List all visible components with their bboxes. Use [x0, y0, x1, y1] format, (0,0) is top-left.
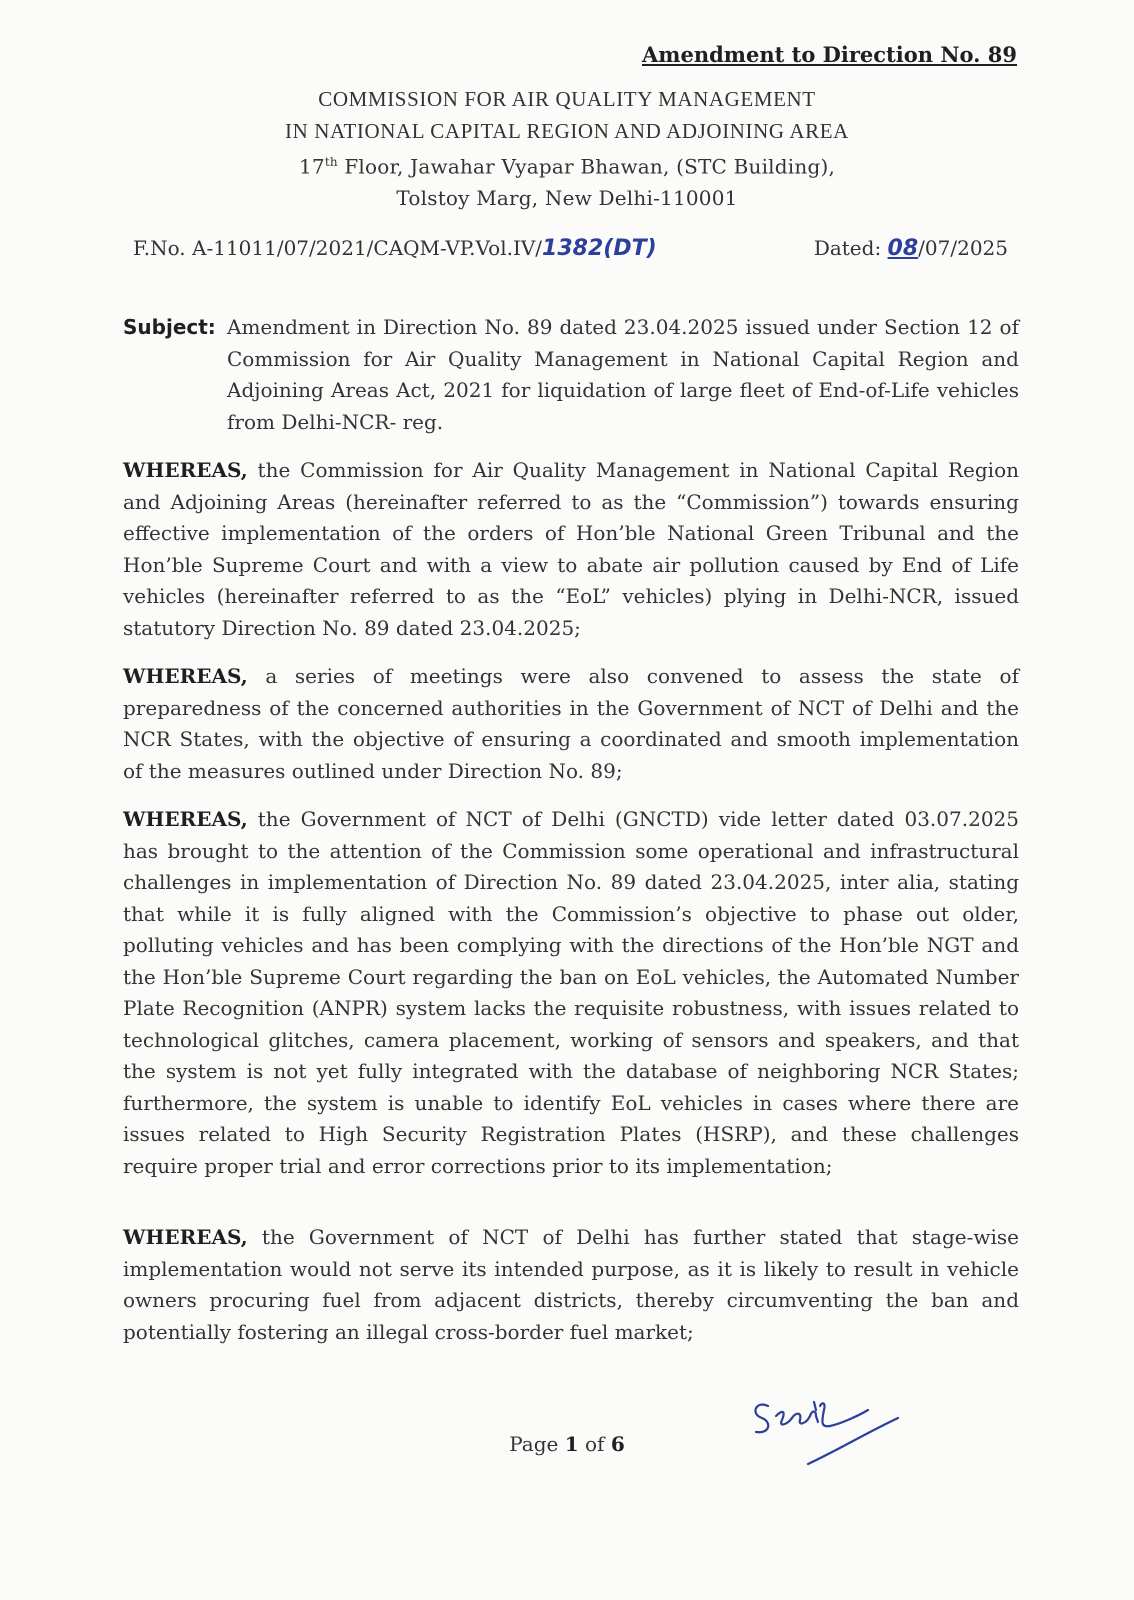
paragraph-text: the Government of NCT of Delhi (GNCTD) vide letter dated 03.07.2025 has brought to the attention of the Commission some operational and infrastructural challenges in implementation of Direction No. 89 dated 23.04.2025, inter alia, stating that while it is fully aligned with the Commission’s objective to phase out older, polluting vehicles and has been complying with the directions of the Hon’ble NGT and the Hon’ble Supreme Court regarding the ban on EoL vehicles, the Automated Number Plate Recognition (ANPR) system lacks the requisite robustness, with issues related to technological glitches, camera placement, working of sensors and speakers, and that the system is not yet fully integrated with the database of neighboring NCR States; furthermore, the system is unable to identify EoL vehicles in cases where there are issues related to High Security Registration Plates (HSRP), and these challenges require proper trial and error corrections prior to its implementation;	[123, 807, 1019, 1178]
file-number-printed: F.No. A-11011/07/2021/CAQM-VP.Vol.IV/	[133, 236, 543, 260]
letterhead-line-2: IN NATIONAL CAPITAL REGION AND ADJOINING AREA	[285, 118, 849, 143]
total-pages: 6	[610, 1432, 625, 1456]
letterhead-address-1	[0, 147, 1134, 183]
of-label: of	[578, 1432, 611, 1456]
paragraph-text: the Government of NCT of Delhi has further stated that stage-wise implementation would not serve its intended purpose, as it is likely to result in vehicle owners procuring fuel from adjacent districts, thereby circumventing the ban and potentially fostering an illegal cross-border fuel market;	[123, 1225, 1019, 1344]
paragraph-text: the Commission for Air Quality Management in National Capital Region and Adjoining Areas (hereinafter referred to as the “Commission”) towards ensuring effective implementation of the orders of Hon’ble National Green Tribunal and the Hon’ble Supreme Court and with a view to abate air pollution caused by End of Life vehicles (hereinafter referred to as the “EoL” vehicles) plying in Delhi-NCR, issued statutory Direction No. 89 dated 23.04.2025;	[123, 458, 1019, 640]
subject-text: Amendment in Direction No. 89 dated 23.04.2025 issued under Section 12 of Commission for Air Quality Management in National Capital Region and Adjoining Areas Act, 2021 for liquidation of large fleet of End-of-Life vehicles from Delhi-NCR- reg.	[227, 315, 1019, 434]
whereas-paragraph-4	[123, 1222, 1019, 1348]
page-label: Page	[509, 1432, 565, 1456]
dated-label: Dated:	[813, 236, 888, 260]
file-number-handwritten: 1382(DT)	[542, 236, 657, 261]
handwritten-signature	[748, 1380, 918, 1475]
letterhead-line-1: COMMISSION FOR AIR QUALITY MANAGEMENT	[318, 87, 816, 111]
dated-month-year: /07/2025	[918, 236, 1008, 260]
current-page: 1	[564, 1432, 579, 1456]
letterhead	[0, 84, 1134, 215]
subject-label: Subject:	[123, 315, 216, 339]
whereas-keyword: WHEREAS,	[123, 458, 248, 482]
page-number	[0, 1432, 1134, 1456]
whereas-keyword: WHEREAS,	[123, 664, 248, 688]
amendment-reference: Amendment to Direction No. 89	[641, 42, 1017, 67]
subject-block	[123, 312, 1019, 438]
whereas-paragraph-1	[123, 455, 1019, 644]
whereas-keyword: WHEREAS,	[123, 1225, 248, 1249]
whereas-keyword: WHEREAS,	[123, 807, 248, 831]
letterhead-address-2: Tolstoy Marg, New Delhi-110001	[396, 186, 738, 211]
whereas-paragraph-3	[123, 804, 1019, 1182]
file-number	[133, 236, 657, 261]
floor-number: 17	[298, 154, 325, 179]
whereas-paragraph-2	[123, 661, 1019, 787]
address-building: Floor, Jawahar Vyapar Bhawan, (STC Building),	[337, 154, 836, 179]
floor-suffix: th	[324, 155, 338, 169]
paragraph-text: a series of meetings were also convened to assess the state of preparedness of the concerned authorities in the Government of NCT of Delhi and the NCR States, with the objective of ensuring a coordinated and smooth implementation of the measures outlined under Direction No. 89;	[123, 664, 1019, 783]
dated-handwritten-day: 08	[887, 236, 919, 261]
date-line	[814, 236, 1008, 261]
